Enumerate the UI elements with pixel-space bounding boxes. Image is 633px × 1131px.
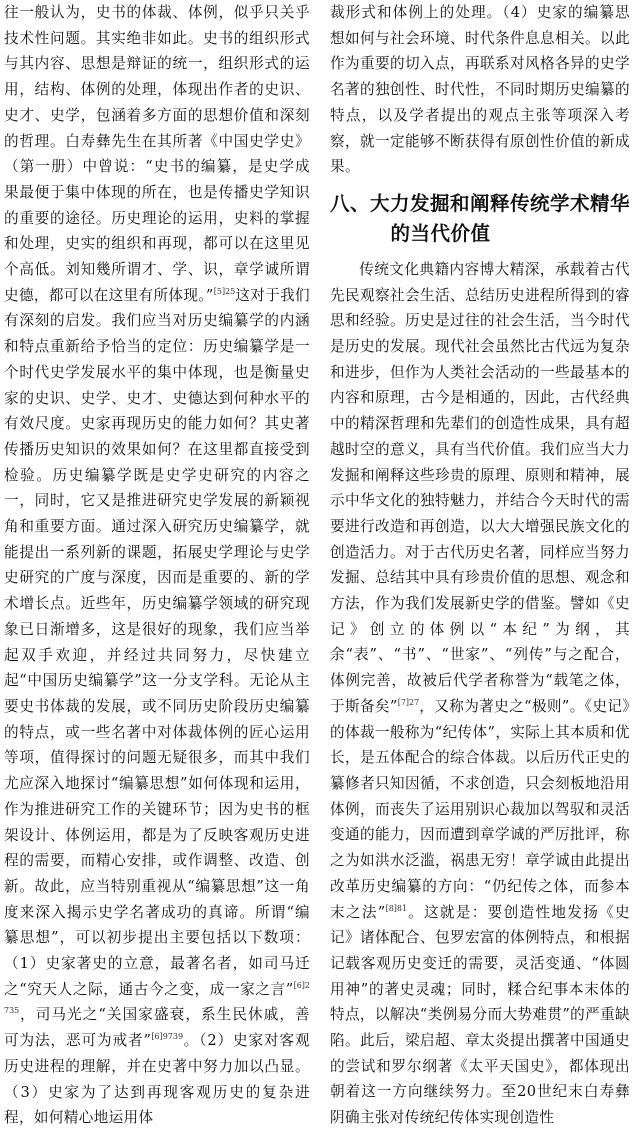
body-text: ，又称为著史之“极则”。《史记》的体裁一般称为“纪传体”，实际上其本质和优长，是五体配合的综合体裁。以后历代正史的纂修者只知因循，不求创造，只会刻板地沿用体例，而丧失了运用别识心裁加以驾驭和灵活变通的能力，因而遭到章学诚的严厉批评，称之为如洪水泛滥，祸患无穷！章学诚由此提出改革历史编纂的方向：“仍纪传之体，而参本末之法”	[330, 697, 630, 921]
body-text: 传统文化典籍内容博大精深，承载着古代先民观察社会生活、总结历史进程所得到的睿思和经验。历史是过往的社会生活，当今时代是历史的发展。现代社会虽然比古代远为复杂和进步，但作为人类社会活动的一些最基本的内容和原理，古今是相通的，因此，古代经典中的精深哲理和先辈们的创造性成果，具有超越时空的意义，具有当代价值。我们应当大力发掘和阐释这些珍贵的原理、原则和精神，展示中华文化的独特魅力，并结合今天时代的需要进行改造和再创造，以大大增强民族文化的创造活力。对于古代历史名著，同样应当努力发掘、总结其中具有珍贵价值的思想、观念和方法，作为我们发展新史学的借鉴。譬如《史记》创立的体例以“本纪”为纲，其余“表”、“书”、“世家”、“列传”与之配合，体例完善，故被后代学者称誉为“载笔之体，于斯备矣”	[330, 260, 630, 715]
body-text: 往一般认为，史书的体裁、体例，似乎只关乎技术性问题。其实绝非如此。史书的组织形式与其内容、思想是辩证的统一，组织形式的运用，结构、体例的处理，体现出作者的史识、史才、史学，包涵着多方面的思想价值和深刻的哲理。白寿彝先生在其所著《中国史学史》（第一册）中曾说：“史书的编纂，是史学成果最便于集中体现的所在，也是传播史学知识的重要的途径。历史理论的运用，史料的掌握和处理，史实的组织和再现，都可以在这里见个高低。刘知幾所谓才、学、识，章学诚所谓史德，都可以在这里有所体现。”	[4, 4, 310, 304]
citation-note: [8]81	[385, 903, 408, 913]
right-paragraph-continued	[330, 0, 630, 180]
body-text: 裁形式和体例上的处理。（4）史家的编纂思想如何与社会环境、时代条件息息相关。以此作为重要的切入点，再联系对风格各异的史学名著的独创性、时代性，不同时期历史编纂的特点，以及学者提出的观点主张等项深入考察，就一定能够不断获得有原创性价值的新成果。	[330, 4, 630, 176]
citation-note: [6]2735	[4, 980, 310, 1016]
right-column	[330, 0, 630, 1131]
citation-note: [5]25	[213, 286, 236, 296]
body-text: 。（2）史家对客观历史进程的理解，并在史著中努力加以凸显。（3）史家为了达到再现客观历史的复杂进程，如何精心地运用体	[4, 1032, 310, 1127]
section-heading	[330, 189, 630, 249]
left-paragraph	[4, 0, 310, 1131]
citation-note: [6]9739	[151, 1032, 184, 1042]
body-text: ，司马光之“关国家盛衰，系生民休戚，善可为法，恶可为戒者”	[4, 1006, 310, 1050]
left-column	[4, 0, 310, 1131]
citation-note: [7]27	[397, 698, 420, 708]
body-text: 。这就是：要创造性地发扬《史记》诸体配合、包罗宏富的体例特点，和根据记载客观历史变迁的需要，灵活变通、“体圆用神”的著史灵魂；同时，糅合纪事本末体的特点，以解决“类例易分而大势难贯”的严重缺陷。此后，梁启超、章太炎提出撰著中国通史的尝试和罗尔纲著《太平天国史》，都体现出朝着这一方向继续努力。至20世纪末白寿彝阴确主张对传统纪传体实现创造性	[330, 903, 630, 1127]
right-paragraph	[330, 257, 630, 1131]
body-text: 这对于我们有深刻的启发。我们应当对历史编纂学的内涵和特点重新给予恰当的定位：历史编纂学是一个时代史学发展水平的集中体现，也是衡量史家的史识、史学、史才、史德达到何种水平的有效尺度。史家再现历史的能力如何？其史著传播历史知识的效果如何？在这里都直接受到检验。历史编纂学既是史学史研究的内容之一，同时，它又是推进研究史学发展的新颖视角和重要方面。通过深入研究历史编纂学，就能提出一系列新的课题，拓展史学理论与史学史研究的广度与深度，因而是重要的、新的学术增长点。近些年，历史编纂学领域的研究现象已日渐增多，这是很好的现象，我们应当举起双手欢迎，并经过共同努力，尽快建立起“中国历史编纂学”这一分支学科。无论从主要史书体裁的发展，或不同历史阶段历史编纂的特点，或一些名著中对体裁体例的匠心运用等项，值得探讨的问题无疑很多，而其中我们尤应深入地探讨“编纂思想”如何体现和运用，作为推进研究工作的关键环节；因为史书的框架设计、体例运用，都是为了反映客观历史进程的需要，而精心安排，或作调整、改造、创新。故此，应当特别重视从“编纂思想”这一角度来深入揭示史学名著成功的真谛。所谓“编纂思想”，可以初步提出主要包括以下数项：（1）史家著史的立意，最著名者，如司马迁之“究天人之际，通古今之变，成一家之言”	[4, 286, 310, 998]
section-heading-line1: 八、大力发掘和阐释传统学术精华	[330, 191, 631, 215]
section-heading-line2: 的当代价值	[390, 221, 491, 245]
